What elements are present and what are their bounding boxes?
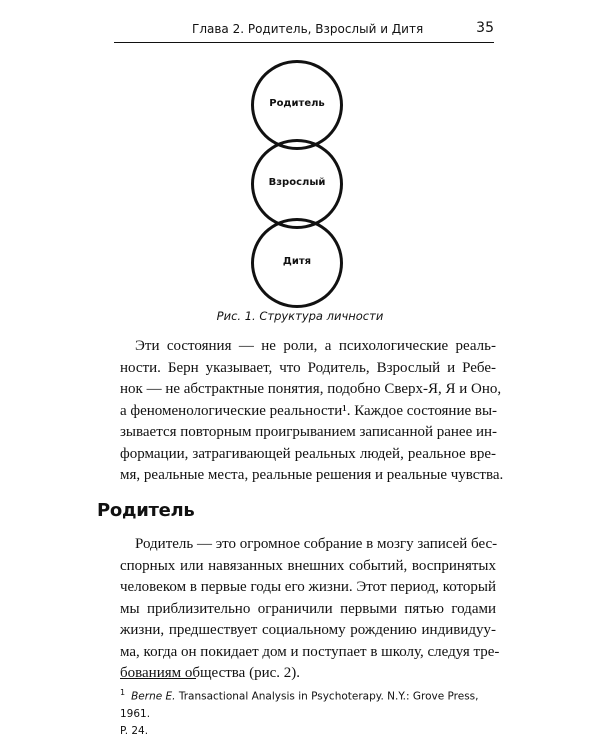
running-head-title: Глава 2. Родитель, Взрослый и Дитя: [192, 22, 424, 36]
paragraph-line: жизни, предшествует социальному рождению индивидуу-: [120, 622, 496, 638]
parent-circle-label: Родитель: [269, 98, 325, 109]
personality-structure-figure: [0, 0, 600, 330]
paragraph-line: зывается повторным проигрыванием записанной ранее ин-: [120, 424, 498, 440]
footnote-page: P. 24.: [120, 724, 149, 737]
paragraph-line: формации, затрагивающей реальных людей, реальное вре-: [120, 445, 496, 462]
paragraph-line: Родитель — это огромное собрание в мозгу записей бес-: [135, 536, 498, 552]
page-number: 35: [476, 20, 494, 36]
footnote: [120, 684, 496, 740]
paragraph-line: ности. Берн указывает, что Родитель, Взрослый и Ребе-: [120, 359, 496, 376]
paragraph-line: а феноменологические реальности¹. Каждое состояние вы-: [120, 402, 498, 419]
adult-circle-label: Взрослый: [268, 177, 326, 188]
paragraph-line: человеком в первые годы его жизни. Этот период, который: [120, 579, 496, 595]
section-heading-parent: Родитель: [97, 500, 195, 521]
paragraph-line: Эти состояния — не роли, а психологические реаль-: [135, 338, 496, 354]
paragraph-line: мя, реальные места, реальные решения и реальные чувства.: [120, 467, 504, 483]
figure-caption: Рис. 1. Структура личности: [216, 309, 384, 323]
paragraph-ego-states: [120, 336, 504, 487]
footnote-author: Berne E.: [131, 690, 176, 703]
paragraph-line: нок — не абстрактные понятия, подобно Сверх-Я, Я и Оно,: [120, 381, 502, 397]
footnote-marker: 1: [120, 688, 126, 697]
child-circle-label: Дитя: [282, 256, 312, 267]
paragraph-line: бованиям общества (рис. 2).: [120, 665, 301, 681]
paragraph-line: ма, когда он покидает дом и поступает в школу, следуя тре-: [120, 643, 500, 660]
paragraph-line: спорных или навязанных внешних событий, воспринятых: [120, 557, 496, 574]
paragraph-parent-definition: [120, 534, 500, 685]
footnote-rule: [120, 678, 196, 679]
footnote-text: Transactional Analysis in Psychoterapy. N.Y.: Grove Press, 1961.: [120, 690, 479, 720]
footnote-line: [120, 684, 496, 723]
paragraph-line: мы приблизительно ограничили первыми пятью годами: [120, 600, 496, 617]
